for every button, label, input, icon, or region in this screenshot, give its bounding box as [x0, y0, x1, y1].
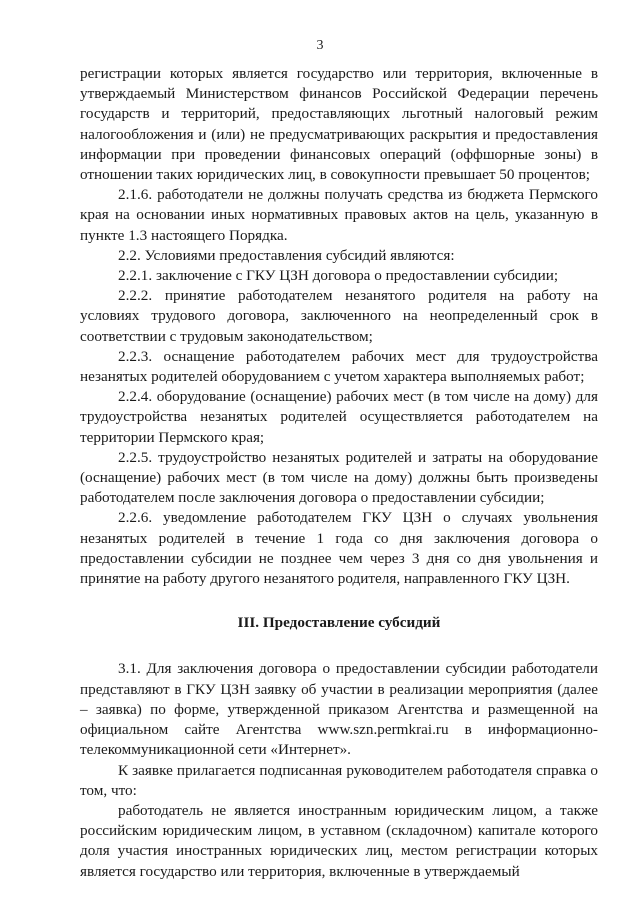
paragraph-3-1: 3.1. Для заключения договора о предоставлении субсидии работодатели представляют в ГКУ ЦЗН заявку об участии в реализации мероприятия (далее – заявка) по форме, утвержденной приказом Агентства и размещенной на официальном сайте Агентства www.szn.permkrai.ru в информационно-телекоммуникационной сети «Интернет».: [80, 660, 598, 759]
document-body: [80, 64, 598, 882]
paragraph-2-1-6: 2.1.6. работодатели не должны получать средства из бюджета Пермского края на основании иных нормативных правовых актов на цель, указанную в пункте 1.3 настоящего Порядка.: [80, 186, 598, 244]
paragraph-attachment: К заявке прилагается подписанная руководителем работодателя справка о том, что:: [80, 761, 598, 799]
paragraph-2-2-3: 2.2.3. оснащение работодателем рабочих мест для трудоустройства незанятых родителей оборудованием с учетом характера выполняемых работ;: [80, 347, 598, 386]
paragraph-2-2-1: 2.2.1. заключение с ГКУ ЦЗН договора о предоставлении субсидии;: [118, 267, 559, 285]
section-heading: III. Предоставление субсидий: [237, 614, 441, 632]
paragraph-2-2: 2.2. Условиями предоставления субсидий являются:: [118, 246, 455, 264]
paragraph-continuation: регистрации которых является государство или территория, включенные в утверждаемый Министерством финансов Российской Федерации перечень государств и территорий, предоставляющих льготный налоговый режим налогообложения и (или) не предусматривающих раскрытия и предоставления информации при проведении финансовых операций (оффшорные зоны) в отношении таких юридических лиц, в совокупности превышает 50 процентов;: [80, 65, 598, 184]
paragraph-2-2-2: 2.2.2. принятие работодателем незанятого родителя на работу на условиях трудового договора, заключенного на неопределенный срок в соответствии с трудовым законодательством;: [80, 287, 598, 345]
page-number: 3: [316, 38, 324, 53]
paragraph-2-2-4: 2.2.4. оборудование (оснащение) рабочих мест (в том числе на дому) для трудоустройства незанятых родителей осуществляется работодателем на территории Пермского края;: [80, 388, 598, 446]
paragraph-2-2-5: 2.2.5. трудоустройство незанятых родителей и затраты на оборудование (оснащение) рабочих мест (в том числе на дому) должны быть произведены работодателем после заключения договора о предоставлении субсидии;: [80, 448, 598, 507]
paragraph-employer-status: работодатель не является иностранным юридическим лицом, а также российским юридическим лицом, в уставном (складочном) капитале которого доля участия иностранных юридических лиц, местом регистрации которых является государство или территория, включенные в утверждаемый: [80, 801, 598, 880]
paragraph-2-2-6: 2.2.6. уведомление работодателем ГКУ ЦЗН о случаях увольнения незанятых родителей в течение 1 года со дня заключения договора о предоставлении субсидии не позднее чем через 3 дня со дня увольнения и принятие на работу другого незанятого родителя, направленного ГКУ ЦЗН.: [80, 509, 598, 588]
